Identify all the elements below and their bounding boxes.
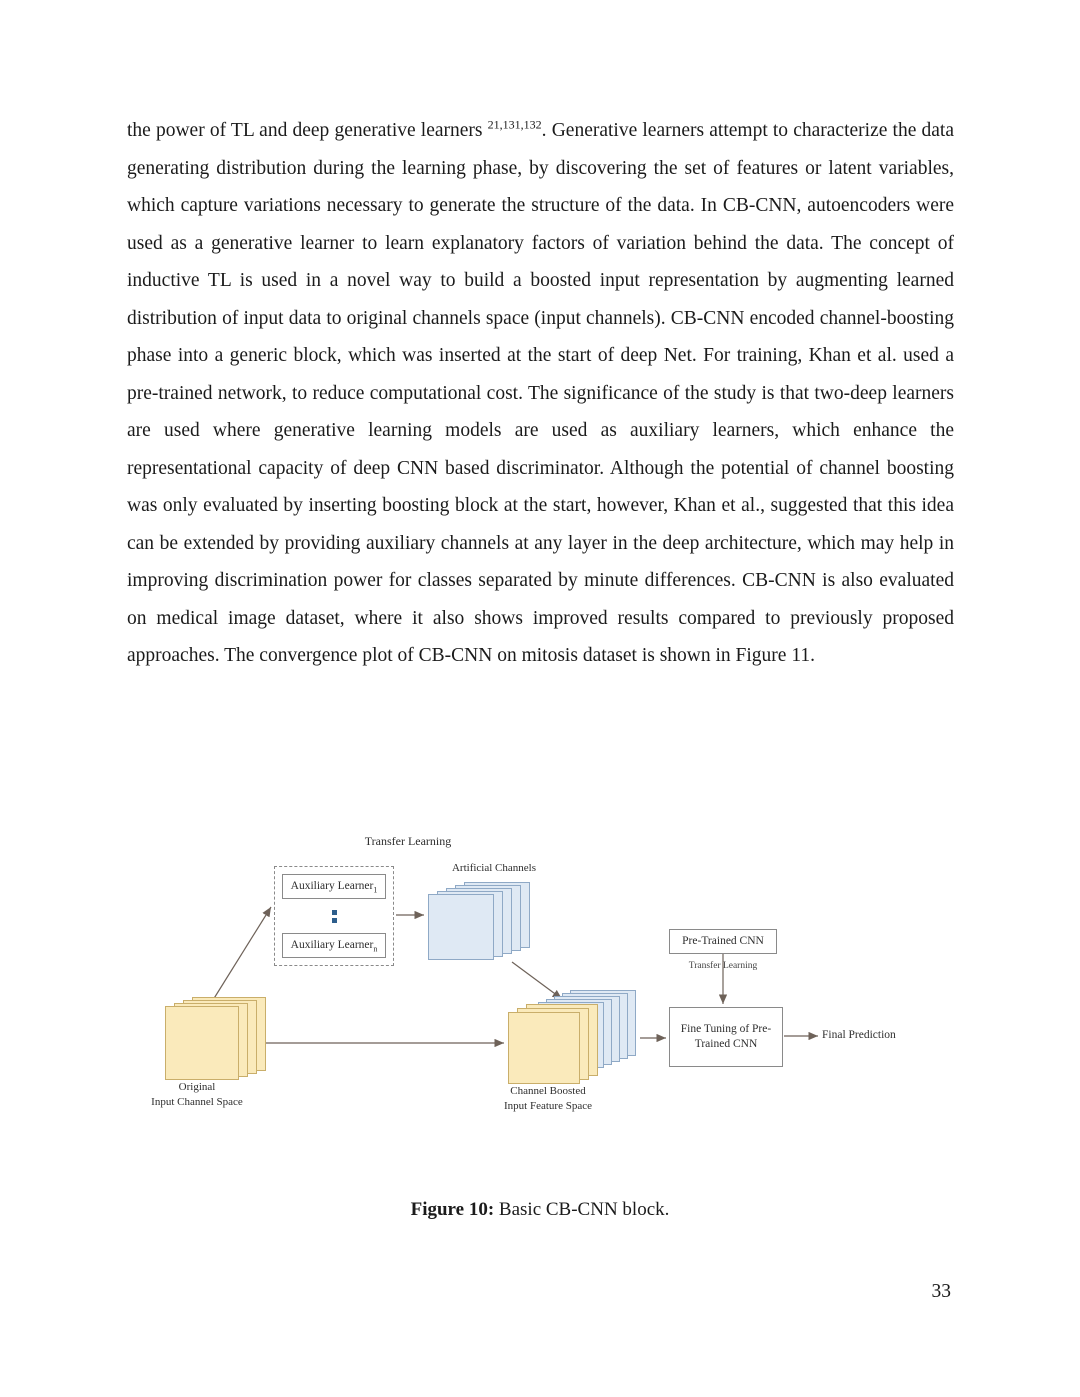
auxiliary-learner-1-box <box>282 874 386 899</box>
auxiliary-learner-n-label: Auxiliary Learner <box>290 939 374 951</box>
auxiliary-learner-n-subscript: n <box>373 944 378 954</box>
auxiliary-learners-group <box>274 866 394 966</box>
dot-icon <box>332 918 337 923</box>
dot-icon <box>332 910 337 915</box>
paragraph-text-after: . Generative learners attempt to characterize the data generating distribution during the learning phase, by discovering the set of features or latent variables, which capture variations necessary to generate the structure of the data. In CB-CNN, autoencoders were used as a generative learner to learn explanatory factors of variation behind the data. The concept of inductive TL is used in a novel way to build a boosted input representation by augmenting learned distribution of input data to original channels space (input channels). CB-CNN encoded channel-boosting phase into a generic block, which was inserted at the start of deep Net. For training, Khan et al. used a pre-trained network, to reduce computational cost. The significance of the study is that two-deep learners are used where generative learning models are used as auxiliary learners, which enhance the representational capacity of deep CNN based discriminator. Although the potential of channel boosting was only evaluated by inserting boosting block at the start, however, Khan et al., suggested that this idea can be extended by providing auxiliary channels at any layer in the deep architecture, which may help in improving discrimination power for classes separated by minute differences. CB-CNN is also evaluated on medical image dataset, where it also shows improved results compared to previously proposed approaches. The convergence plot of CB-CNN on mitosis dataset is shown in Figure 11. <box>127 120 954 666</box>
original-input-label-line1: Original <box>178 1081 216 1093</box>
channel-boosted-label-line1: Channel Boosted <box>510 1085 586 1097</box>
page-number: 33 <box>931 1281 951 1302</box>
figure-caption-text: Basic CB-CNN block. <box>498 1199 670 1220</box>
transfer-learning-title: Transfer Learning <box>364 834 452 848</box>
paragraph-text-before: the power of TL and deep generative learners <box>127 120 488 141</box>
channel-square <box>508 1012 580 1084</box>
channel-boosted-label-line2: Input Feature Space <box>504 1100 592 1112</box>
fine-tuning-label-line2: Trained CNN <box>694 1038 758 1050</box>
final-prediction-label: Final Prediction <box>822 1029 896 1041</box>
arrow-artificial-to-boosted <box>512 962 562 999</box>
original-input-label-line2: Input Channel Space <box>151 1096 243 1108</box>
auxiliary-learner-1-label: Auxiliary Learner <box>290 880 374 892</box>
ellipsis-dots <box>282 910 386 923</box>
citation-superscript: 21,131,132 <box>487 117 542 132</box>
pre-trained-cnn-box: Pre-Trained CNN <box>669 929 777 954</box>
transfer-learning-small-label: Transfer Learning <box>688 961 758 971</box>
auxiliary-learner-1-subscript: 1 <box>373 885 378 895</box>
paragraph <box>127 112 954 675</box>
figure-caption-label: Figure 10: <box>410 1199 495 1220</box>
channel-boosted-label <box>467 1084 629 1114</box>
artificial-channels-label: Artificial Channels <box>451 862 536 874</box>
arrow-original-to-aux <box>213 907 271 1000</box>
fine-tuning-box <box>669 1007 783 1067</box>
figure-caption <box>0 1199 1080 1221</box>
fine-tuning-label-line1: Fine Tuning of Pre- <box>680 1023 772 1035</box>
auxiliary-learner-n-box <box>282 933 386 958</box>
channel-square <box>165 1006 239 1080</box>
channel-square <box>428 894 494 960</box>
original-input-label <box>116 1080 278 1110</box>
